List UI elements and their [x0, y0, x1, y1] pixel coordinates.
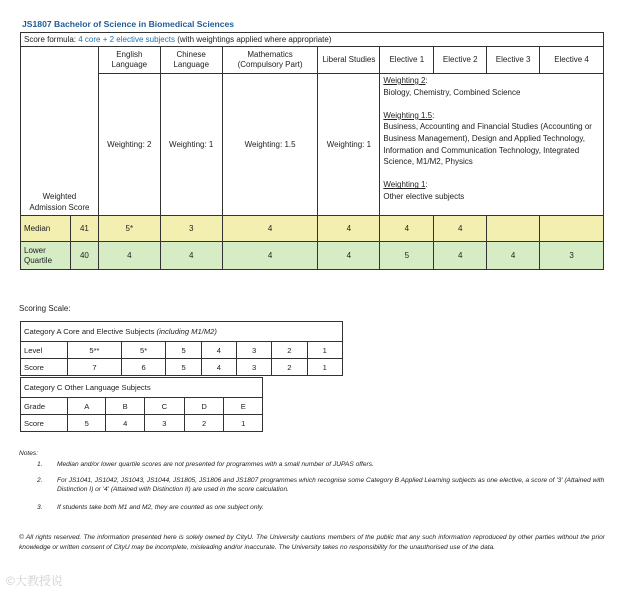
weight-maths: Weighting: 1.5	[222, 74, 318, 216]
level-cell: 5*	[121, 342, 166, 359]
col-elective-1: Elective 1	[380, 47, 434, 74]
lq-label: Lower Quartile	[21, 242, 71, 270]
median-elective-1: 4	[380, 216, 434, 242]
score-formula	[21, 33, 604, 47]
col-maths: Mathematics (Compulsory Part)	[222, 47, 318, 74]
grade-cell: E	[224, 398, 263, 415]
level-cell: 3	[236, 342, 271, 359]
score-cell: 5	[166, 359, 201, 376]
category-a-level-row	[21, 342, 343, 359]
level-cell: 5**	[68, 342, 122, 359]
category-c-table	[20, 377, 263, 432]
weight-ls: Weighting: 1	[318, 74, 380, 216]
note-text: If students take both M1 and M2, they are counted as one subject only.	[57, 504, 264, 511]
weighting-2-title: Weighting 2	[383, 76, 426, 85]
level-cell: 1	[307, 342, 342, 359]
category-a-caption-italic: (including M1/M2)	[156, 327, 217, 336]
formula-prefix: Score formula:	[24, 35, 79, 44]
note-number: 2.	[37, 477, 43, 484]
notes-heading: Notes:	[19, 450, 39, 457]
elective-weightings: Weighting 2: Biology, Chemistry, Combined Science Weighting 1.5: Business, Accounting and Financial Studies (Accounting or Business Management), Design and Applied Technology, Information and Communication Technology, Integrated Science, M1/M2, Physics Weighting 1: Other elective subjects	[380, 74, 604, 216]
category-a-caption	[21, 322, 343, 342]
score-cell: 6	[121, 359, 166, 376]
lq-elective-2: 4	[434, 242, 487, 270]
category-a-caption-text: Category A Core and Elective Subjects	[24, 327, 157, 336]
weight-chinese: Weighting: 1	[160, 74, 222, 216]
score-cell: 2	[184, 415, 224, 432]
header-row	[21, 47, 604, 74]
formula-highlight: 4 core + 2 elective subjects	[78, 35, 175, 44]
score-label: Score	[21, 415, 68, 432]
score-cell: 4	[201, 359, 236, 376]
formula-row	[21, 33, 604, 47]
median-label: Median	[21, 216, 71, 242]
copyright-notice: © All rights reserved. The information presented here is solely owned by CityU. The University cautions members of the public that any such information reproduced by other parties without the prior knowledge or written consent of CityU may be incomplete, misleading and/or inaccurate. The University takes no responsibility for the unauthorised use of the data.	[19, 534, 605, 551]
grade-cell: D	[184, 398, 224, 415]
median-ls: 4	[318, 216, 380, 242]
weighting-row	[21, 74, 604, 216]
weighting-15-title: Weighting 1.5	[383, 110, 433, 120]
score-cell: 3	[236, 359, 271, 376]
lower-quartile-row	[21, 242, 604, 270]
level-cell: 2	[272, 342, 307, 359]
category-c-grade-row	[21, 398, 263, 415]
lq-score: 40	[70, 242, 98, 270]
score-cell: 1	[224, 415, 263, 432]
category-c-caption: Category C Other Language Subjects	[21, 378, 263, 398]
score-cell: 3	[144, 415, 184, 432]
col-chinese: Chinese Language	[160, 47, 222, 74]
score-cell: 1	[307, 359, 342, 376]
col-elective-4: Elective 4	[540, 47, 604, 74]
median-score: 41	[70, 216, 98, 242]
lq-elective-1: 5	[380, 242, 434, 270]
score-cell: 2	[272, 359, 307, 376]
lq-maths: 4	[222, 242, 318, 270]
category-c-caption-row	[21, 378, 263, 398]
level-label: Level	[21, 342, 68, 359]
col-elective-2: Elective 2	[434, 47, 487, 74]
col-english: English Language	[98, 47, 160, 74]
watermark: ©大教授说	[6, 574, 63, 588]
category-a-score-row	[21, 359, 343, 376]
col-ls: Liberal Studies	[318, 47, 380, 74]
score-cell: 7	[68, 359, 122, 376]
weighting-2-subjects: Biology, Chemistry, Combined Science	[383, 87, 521, 97]
score-cell: 5	[68, 415, 106, 432]
scoring-scale-title: Scoring Scale:	[19, 304, 71, 313]
score-table	[20, 32, 604, 270]
weighting-1-title: Weighting 1	[383, 180, 426, 190]
weighting-15-subjects: Business, Accounting and Financial Studies (Accounting or Business Management), Design and Applied Technology, Information and Communication Technology, Integrated Science, M1/M2, Physics	[383, 122, 592, 167]
median-english: 5*	[98, 216, 160, 242]
category-c-score-row	[21, 415, 263, 432]
note-text: Median and/or lower quartile scores are not presented for programmes with a small number of JUPAS offers.	[57, 461, 374, 468]
median-chinese: 3	[160, 216, 222, 242]
weighted-score-label: Weighted Admission Score	[21, 47, 99, 216]
weighting-1-subjects: Other elective subjects	[383, 191, 465, 201]
grade-cell: C	[144, 398, 184, 415]
median-row	[21, 216, 604, 242]
col-elective-3: Elective 3	[487, 47, 540, 74]
lq-ls: 4	[318, 242, 380, 270]
lq-english: 4	[98, 242, 160, 270]
median-elective-3	[487, 216, 540, 242]
level-cell: 5	[166, 342, 201, 359]
category-a-table	[20, 321, 343, 376]
grade-label: Grade	[21, 398, 68, 415]
category-a-caption-row	[21, 322, 343, 342]
median-maths: 4	[222, 216, 318, 242]
median-elective-2: 4	[434, 216, 487, 242]
note-number: 3.	[37, 504, 43, 511]
score-cell: 4	[106, 415, 144, 432]
note-number: 1.	[37, 461, 43, 468]
note-text: For JS1041, JS1042, JS1043, JS1044, JS1805, JS1806 and JS1807 programmes which recognise some Category B Applied Learning subjects as one elective, a score of '3' (Attained with Distinction I) or '4' (Attained with Distinction II) are used in the score calculation.	[57, 477, 605, 493]
score-label: Score	[21, 359, 68, 376]
grade-cell: A	[68, 398, 106, 415]
programme-title: JS1807 Bachelor of Science in Biomedical Sciences	[22, 19, 235, 29]
lq-elective-3: 4	[487, 242, 540, 270]
level-cell: 4	[201, 342, 236, 359]
lq-elective-4: 3	[540, 242, 604, 270]
lq-chinese: 4	[160, 242, 222, 270]
weight-english: Weighting: 2	[98, 74, 160, 216]
formula-suffix: (with weightings applied where appropriate)	[174, 35, 332, 44]
median-elective-4	[540, 216, 604, 242]
grade-cell: B	[106, 398, 144, 415]
